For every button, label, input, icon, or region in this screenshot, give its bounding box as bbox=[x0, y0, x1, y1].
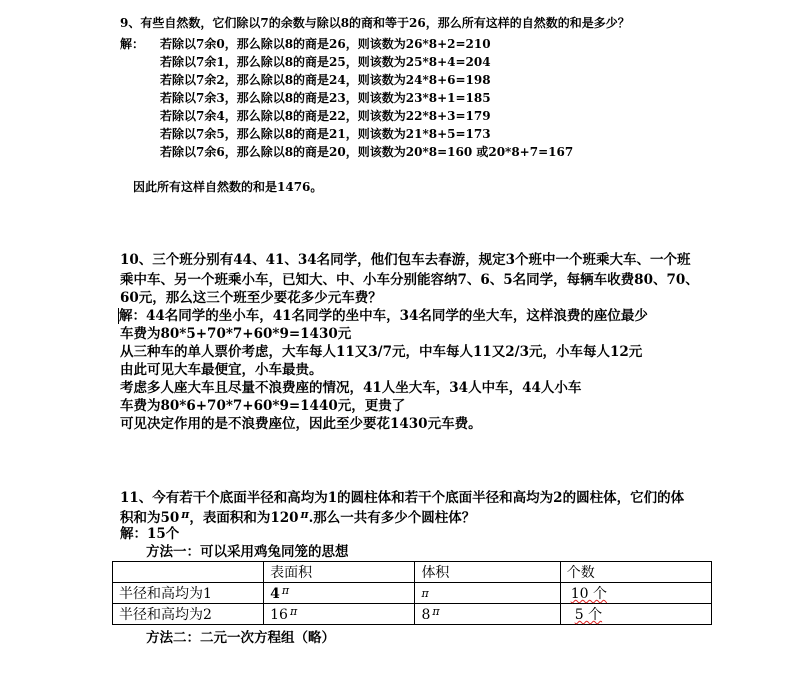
q11-title-part-b: ，表面积和为120 bbox=[189, 510, 299, 526]
q9-line-2: 若除以7余1，那么除以8的商是25，则该数为25*8+4=204 bbox=[160, 55, 491, 69]
q9-line-1: 若除以7余0，那么除以8的商是26，则该数为26*8+2=210 bbox=[160, 37, 491, 51]
count-cell: 5 个 bbox=[560, 604, 711, 625]
q10-line-1: 车费为80*5+70*7+60*9=1430元 bbox=[120, 326, 352, 342]
text-cursor: 解 bbox=[119, 308, 133, 324]
row-label: 半径和高均为1 bbox=[113, 583, 264, 604]
q9-line-6: 若除以7余5，那么除以8的商是21，则该数为21*8+5=173 bbox=[160, 127, 491, 141]
q11-title-line-1: 11、今有若干个底面半径和高均为1的圆柱体和若干个底面半径和高均为2的圆柱体，它们的体 bbox=[120, 490, 685, 506]
pi-symbol: π bbox=[432, 605, 440, 618]
count-cell: 10 个 bbox=[560, 583, 711, 604]
volume-cell bbox=[415, 583, 560, 604]
table-header-cell: 个数 bbox=[560, 562, 711, 583]
q10-title-line-3: 60元，那么这三个班至少要花多少元车费？ bbox=[120, 290, 382, 306]
pi-symbol: π bbox=[281, 584, 290, 597]
q10-line-5: 车费为80*6+70*7+60*9=1440元，更贵了 bbox=[120, 398, 406, 414]
table-row bbox=[113, 604, 712, 625]
q9-answer-label: 解： bbox=[120, 37, 145, 51]
table-row bbox=[113, 583, 712, 604]
q9-line-3: 若除以7余2，那么除以8的商是24，则该数为24*8+6=198 bbox=[160, 73, 491, 87]
q11-title-part-c: .那么一共有多少个圆柱体？ bbox=[308, 510, 476, 526]
q11-title-line-2 bbox=[120, 508, 475, 526]
q10-line-6: 可见决定作用的是不浪费座位，因此至少要花1430元车费。 bbox=[120, 416, 482, 432]
q10-line-3: 由此可见大车最便宜，小车最贵。 bbox=[120, 362, 323, 378]
pi-symbol: π bbox=[300, 508, 309, 521]
pi-symbol: π bbox=[289, 605, 298, 618]
q11-method-2: 方法二：二元一次方程组（略） bbox=[146, 630, 335, 646]
q10-title-line-1: 10、三个班分别有44、41、34名同学，他们包车去春游，规定3个班中一个班乘大车、一个班 bbox=[120, 252, 691, 268]
q9-line-4: 若除以7余3，那么除以8的商是23，则该数为23*8+1=185 bbox=[160, 91, 491, 105]
comparison-table bbox=[112, 561, 712, 625]
q9-line-5: 若除以7余4，那么除以8的商是22，则该数为22*8+3=179 bbox=[160, 109, 491, 123]
q10-answer-line-1 bbox=[118, 308, 648, 324]
table-header-cell: 表面积 bbox=[264, 562, 415, 583]
q11-method-1: 方法一：可以采用鸡兔同笼的思想 bbox=[146, 544, 349, 560]
area-cell: 4 $^\pi$ bbox=[264, 583, 415, 604]
q9-title: 9、有些自然数，它们除以7的余数与除以8的商和等于26，那么所有这样的自然数的和是多少？ bbox=[120, 16, 630, 30]
q11-title-part-a: 积和为50 bbox=[120, 510, 180, 526]
q10-answer-line-1-rest: ：44名同学的坐小车，41名同学的坐中车，34名同学的坐大车，这样浪费的座位最少 bbox=[132, 308, 648, 324]
q10-line-4: 考虑多人座大车且尽量不浪费座的情况，41人坐大车，34人中车，44人小车 bbox=[120, 380, 582, 396]
area-cell: 16 $^\pi$ bbox=[264, 604, 415, 625]
q9-line-7: 若除以7余6，那么除以8的商是20，则该数为20*8=160 或20*8+7=167 bbox=[160, 145, 574, 159]
q11-answer: 解：15个 bbox=[120, 526, 180, 542]
q10-line-2: 从三种车的单人票价考虑，大车每人11又3/7元，中车每人11又2/3元，小车每人12元 bbox=[120, 344, 643, 360]
pi-symbol: π bbox=[181, 508, 190, 521]
q10-title-line-2: 乘中车、另一个班乘小车，已知大、中、小车分别能容纳7、6、5名同学，每辆车收费80、70、 bbox=[120, 272, 699, 288]
row-label: 半径和高均为2 bbox=[113, 604, 264, 625]
table-header-cell: 体积 bbox=[415, 562, 560, 583]
volume-cell: 8 $^\pi$ bbox=[415, 604, 560, 625]
table-header-row bbox=[113, 562, 712, 583]
pi-symbol: π bbox=[421, 587, 429, 600]
table-header-cell bbox=[113, 562, 264, 583]
q9-conclusion: 因此所有这样自然数的和是1476。 bbox=[133, 180, 323, 194]
